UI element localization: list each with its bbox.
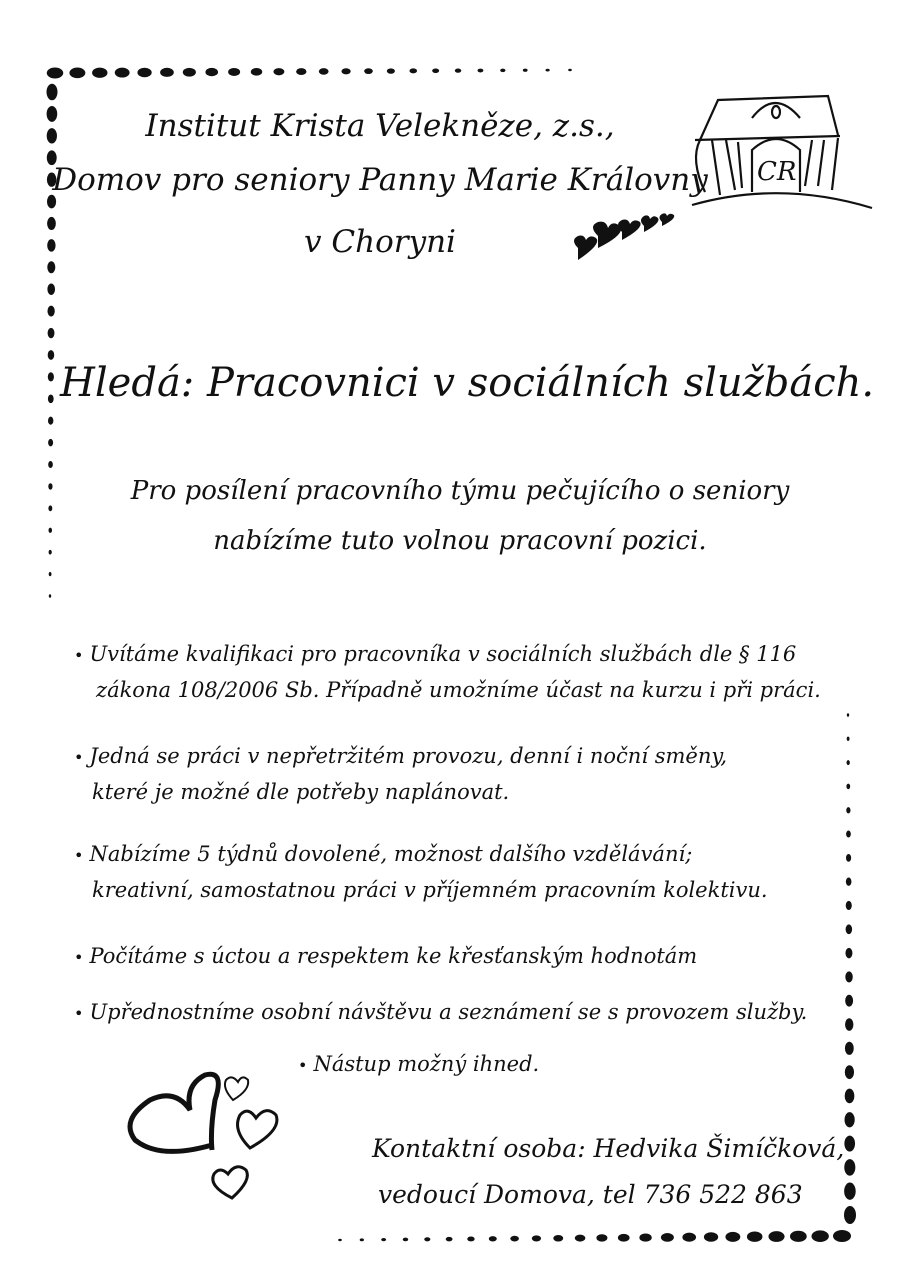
frame-dot <box>596 1234 607 1241</box>
frame-dot <box>844 1159 855 1176</box>
frame-dot <box>725 1232 740 1242</box>
frame-dot <box>833 1230 851 1242</box>
frame-dot <box>455 69 461 73</box>
frame-dot <box>205 68 218 76</box>
frame-dot <box>844 1136 855 1152</box>
frame-dot <box>747 1232 762 1242</box>
frame-dot <box>48 350 55 360</box>
frame-dot <box>48 328 55 338</box>
bullet-item: • Uvítáme kvalifikaci pro pracovníka v sociálních službách dle § 116 <box>74 642 797 666</box>
facility-name: Domov pro seniory Panny Marie Královny <box>52 162 708 198</box>
frame-dot <box>661 1233 674 1242</box>
frame-dot <box>360 1238 364 1241</box>
frame-dot <box>847 760 850 765</box>
frame-dot <box>846 784 850 790</box>
frame-dot <box>704 1232 718 1241</box>
frame-dot <box>846 831 851 838</box>
frame-dot <box>48 372 54 381</box>
frame-dot <box>183 68 196 77</box>
frame-dot <box>546 69 550 72</box>
frame-dot <box>115 68 130 78</box>
frame-dot <box>228 68 240 76</box>
frame-dot <box>48 439 53 447</box>
frame-dot <box>768 1231 784 1242</box>
bullet-item-continuation: kreativní, samostatnou práci v příjemném pracovním kolektivu. <box>92 878 768 902</box>
frame-dot <box>49 594 51 598</box>
frame-dot <box>387 68 395 73</box>
svg-text:CR: CR <box>757 157 797 187</box>
frame-dot <box>47 261 55 273</box>
frame-dot <box>47 283 55 294</box>
frame-dot <box>69 68 85 79</box>
frame-dot <box>319 68 329 75</box>
frame-dot <box>510 1236 519 1242</box>
frame-dot <box>847 737 850 741</box>
organization-name: Institut Krista Velekněze, z.s., <box>145 108 615 144</box>
frame-dot <box>845 1065 854 1079</box>
bullet-item-continuation: zákona 108/2006 Sb. Případně umožníme účast na kurzu i při práci. <box>96 678 821 702</box>
frame-dot <box>364 68 373 74</box>
frame-dot <box>847 713 849 717</box>
intro-line-1: Pro posílení pracovního týmu pečujícího o seniory <box>130 476 790 506</box>
frame-dot <box>467 1237 474 1242</box>
contact-phone: vedoucí Domova, tel 736 522 863 <box>378 1180 803 1209</box>
frame-dot <box>49 572 52 576</box>
frame-dot <box>48 306 55 317</box>
frame-dot <box>48 394 54 403</box>
frame-dot <box>49 550 52 555</box>
frame-dot <box>273 68 284 75</box>
frame-dot <box>845 1018 853 1031</box>
frame-dot <box>845 1042 854 1055</box>
frame-dot <box>845 1089 855 1104</box>
frame-dot <box>618 1234 630 1242</box>
frame-dot <box>639 1233 651 1241</box>
frame-dot <box>846 877 852 885</box>
frame-dot <box>296 68 306 75</box>
frame-dot <box>137 68 151 78</box>
frame-dot <box>160 68 174 77</box>
frame-dot <box>47 84 58 101</box>
frame-dot <box>432 68 439 73</box>
frame-dot <box>409 68 417 73</box>
frame-dot <box>846 807 850 813</box>
frame-dot <box>845 995 853 1007</box>
bullet-item: • Upřednostníme osobní návštěvu a seznámení se s provozem služby. <box>74 1000 808 1024</box>
frame-dot <box>532 1235 541 1241</box>
frame-dot <box>845 971 852 982</box>
frame-dot <box>92 68 107 78</box>
job-title-heading: Hledá: Pracovnici v sociálních službách. <box>60 360 875 406</box>
intro-line-2: nabízíme tuto volnou pracovní pozici. <box>213 526 707 556</box>
frame-dot <box>446 1237 453 1241</box>
frame-dot <box>478 69 484 73</box>
bullet-item: • Počítáme s úctou a respektem ke křesťanským hodnotám <box>74 944 698 968</box>
hearts-drawing-icon <box>130 1074 277 1198</box>
frame-dot <box>553 1235 563 1242</box>
frame-dot <box>845 948 852 958</box>
frame-dot <box>338 1239 342 1241</box>
frame-dot <box>568 69 572 71</box>
bullet-item: • Jedná se práci v nepřetržitém provozu, denní i noční směny, <box>74 744 728 768</box>
frame-dot <box>682 1233 696 1242</box>
bullet-item: • Nabízíme 5 týdnů dovolené, možnost dalšího vzdělávání; <box>74 842 693 866</box>
frame-dot <box>844 1183 856 1200</box>
frame-dot <box>575 1235 585 1242</box>
frame-dot <box>48 483 52 489</box>
frame-dot <box>844 1206 856 1224</box>
frame-dot <box>48 461 53 468</box>
frame-dot <box>500 69 505 73</box>
bullet-item-continuation: které je možné dle potřeby naplánovat. <box>92 780 510 804</box>
frame-dot <box>845 1112 855 1127</box>
frame-dot <box>811 1230 828 1242</box>
frame-dot <box>49 528 53 533</box>
frame-dot <box>790 1231 807 1242</box>
frame-dot <box>846 854 851 862</box>
frame-dot <box>381 1238 386 1241</box>
frame-dot <box>48 417 53 425</box>
frame-dot <box>251 68 262 76</box>
frame-dot <box>489 1236 497 1241</box>
facility-location: v Choryni <box>304 224 456 260</box>
frame-dot <box>846 924 853 934</box>
bullet-item: • Nástup možný ihned. <box>298 1052 540 1076</box>
frame-dot <box>523 69 528 72</box>
frame-dot <box>846 901 852 910</box>
frame-dot <box>48 505 52 511</box>
frame-dot <box>47 68 64 79</box>
contact-person: Kontaktní osoba: Hedvika Šimíčková, <box>372 1134 845 1163</box>
frame-dot <box>424 1237 430 1241</box>
frame-dot <box>403 1238 408 1242</box>
frame-dot <box>341 68 350 74</box>
